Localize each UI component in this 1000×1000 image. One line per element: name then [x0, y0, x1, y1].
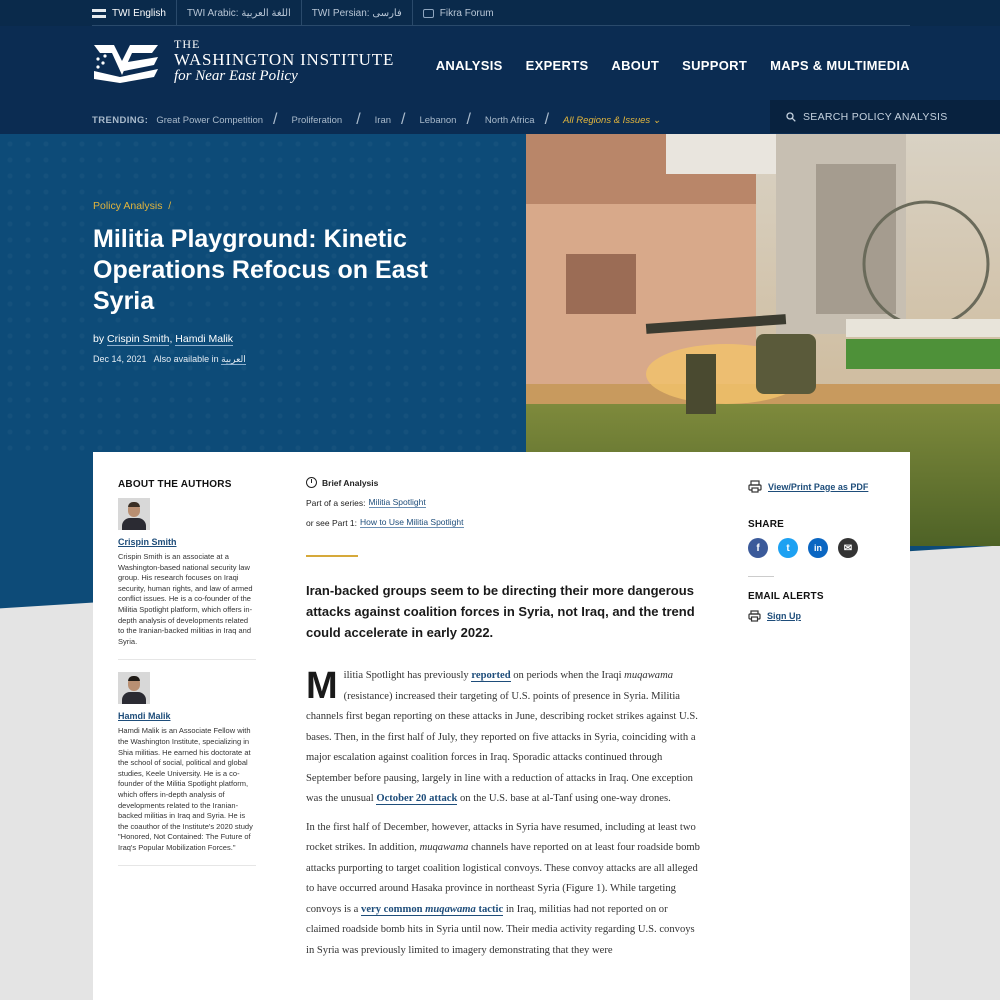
all-regions-dropdown[interactable]: [563, 115, 661, 126]
twitter-glyph: t: [786, 542, 790, 554]
logo-main: WASHINGTON INSTITUTE: [174, 50, 395, 69]
series-prefix: Part of a series:: [306, 497, 366, 508]
author-bio: Hamdi Malik is an Associate Fellow with the Washington Institute, specializing in Shia militias. He earned his doctorate at the school of social, political and global studies, Keele University. He is a co-founder of the Militia Spotlight platform, which offers in-depth analysis of developments related to the Iranian-backed militias in Iraq and Syria. He is the coauthor of the Institute's 2020 study "Honored, Not Contained: The Future of Iraq's Popular Mobilization Forces.": [118, 726, 253, 852]
author-card: [118, 672, 256, 866]
text: on periods when the Iraqi: [510, 670, 625, 681]
series-line: [306, 497, 464, 508]
print-pdf-link[interactable]: [748, 480, 888, 493]
twi-persian-link[interactable]: [302, 0, 413, 26]
trending-label: TRENDING:: [92, 114, 149, 126]
trending-great-power[interactable]: Great Power Competition: [156, 114, 264, 126]
arabic-version-link[interactable]: العربية: [221, 354, 246, 364]
text: in Iraq, militias had not reported on or claimed roadside bomb hits in Syria until now. Their media activity regarding U.S. convoys in Syria was previously limited to imagery demonstrating that they were: [306, 903, 695, 956]
search-label: SEARCH POLICY ANALYSIS: [803, 110, 948, 123]
email-icon[interactable]: [838, 538, 858, 558]
avatar[interactable]: [118, 498, 150, 530]
very-common-tactic-link[interactable]: [361, 904, 503, 916]
october-20-attack-link[interactable]: October 20 attack: [376, 793, 458, 804]
author-name-link[interactable]: Hamdi Malik: [118, 711, 171, 722]
fikra-forum-label: Fikra Forum: [439, 7, 494, 19]
print-icon: [748, 610, 761, 622]
breadcrumb: Policy Analysis /: [93, 200, 172, 212]
twi-english-link[interactable]: [92, 0, 177, 26]
all-regions-label: All Regions & Issues: [563, 114, 651, 126]
drop-cap: M: [306, 665, 338, 707]
linkedin-icon[interactable]: [808, 538, 828, 558]
facebook-glyph: f: [756, 542, 760, 554]
twi-arabic-label: TWI Arabic: اللغة العربية: [186, 7, 291, 19]
header-divider: [92, 25, 910, 26]
text: In the first half of December, however, attacks in Syria have resumed, including at least two rocket strikes. In addition,: [306, 821, 696, 853]
author-card: [118, 498, 256, 660]
logo-flag-icon: [92, 41, 160, 83]
divider: [306, 555, 358, 557]
trending-divider: /: [273, 111, 278, 128]
link-text: very common: [361, 903, 426, 915]
paragraph: [306, 818, 701, 962]
flag-icon: [92, 9, 106, 18]
trending-divider-big: /: [356, 111, 361, 128]
text: on the U.S. base at al-Tanf using one-way drones.: [457, 793, 671, 804]
trending-iran[interactable]: Iran: [374, 114, 392, 126]
linkedin-glyph: in: [814, 543, 822, 553]
article-sidebar: [748, 480, 888, 622]
byline-author-2[interactable]: Hamdi Malik: [175, 333, 234, 345]
text-emphasis: muqawama: [624, 670, 674, 681]
part1-link[interactable]: How to Use Militia Spotlight: [360, 517, 464, 527]
article-type: [306, 477, 464, 488]
share-buttons: [748, 538, 888, 558]
logo-sub: for Near East Policy: [174, 68, 298, 84]
print-icon: [748, 480, 762, 493]
search-icon: [786, 112, 796, 122]
trending-divider: /: [466, 111, 471, 128]
nav-maps-multimedia[interactable]: MAPS & MULTIMEDIA: [770, 58, 910, 73]
nav-about[interactable]: ABOUT: [611, 58, 660, 73]
clock-icon: [306, 477, 317, 488]
also-available-label: Also available in: [153, 354, 219, 364]
article-lede: Iran-backed groups seem to be directing their more dangerous attacks against coalition forces in Syria, not Iraq, and the trend could accelerate in early 2022.: [306, 583, 695, 640]
link-text: tactic: [475, 903, 504, 915]
trending-lebanon[interactable]: Lebanon: [419, 114, 457, 126]
part1-prefix: or see Part 1:: [306, 517, 358, 528]
search-policy-button[interactable]: [770, 100, 1000, 133]
trending-bar: [92, 111, 661, 129]
part1-line: [306, 517, 464, 528]
byline-comma: ,: [169, 333, 173, 345]
print-pdf-label: View/Print Page as PDF: [768, 481, 869, 492]
logo-wordmark: [174, 38, 394, 84]
avatar[interactable]: [118, 672, 150, 704]
share-heading: SHARE: [748, 519, 785, 530]
email-alerts-heading: EMAIL ALERTS: [748, 591, 824, 602]
text: channels have reported on at least four roadside bomb attacks purporting to target coalition logistical convoys. These convoy attacks are all alleged to have occurred around Hasaka province in northeast Syria (Figure 1). While targeting convoys is a: [306, 842, 700, 915]
author-bio: Crispin Smith is an associate at a Washington-based national security law group. His research focuses on Iraqi security, human rights, and law of armed conflict issues. He is a co-founder of the Militia Spotlight platform, which offers in-depth analysis of developments related to the Iranian-backed militias in Iraq and Syria.: [118, 552, 253, 646]
chevron-down-icon: ⌄: [652, 114, 661, 126]
about-authors: [118, 479, 256, 878]
trending-divider: /: [401, 111, 406, 128]
twi-persian-label: TWI Persian: فارسی: [311, 7, 402, 19]
page-title: Militia Playground: Kinetic Operations Refocus on East Syria: [93, 225, 428, 315]
breadcrumb-policy-analysis[interactable]: Policy Analysis: [93, 200, 163, 212]
nav-analysis[interactable]: ANALYSIS: [435, 58, 503, 73]
series-link[interactable]: Militia Spotlight: [368, 497, 426, 507]
about-authors-heading: ABOUT THE AUTHORS: [118, 479, 232, 490]
author-name-link[interactable]: Crispin Smith: [118, 537, 177, 547]
byline: [93, 333, 233, 345]
byline-prefix: by: [93, 333, 105, 345]
article-type-label: Brief Analysis: [322, 477, 379, 488]
top-language-bar: [0, 0, 1000, 26]
article-body: [306, 666, 701, 969]
nav-support[interactable]: SUPPORT: [682, 58, 748, 73]
paragraph: [306, 666, 701, 810]
trending-proliferation[interactable]: Proliferation: [291, 114, 343, 126]
divider: [748, 576, 774, 577]
reported-link[interactable]: reported: [471, 670, 511, 681]
text: (resistance) increased their targeting of U.S. points of presence in Syria. Militia channels first began reporting on these attacks in June, describing rocket strikes against U.S. bases. Then, in the first half of July, they reported on five attacks in Syria, coinciding with a major escalation against coalition forces in Iraq. Sporadic attacks continued through September before pausing, largely in line with a reduction of attacks in Iraq. One exception was the unusual: [306, 690, 698, 804]
facebook-icon[interactable]: [748, 538, 768, 558]
trending-divider: /: [544, 111, 550, 128]
signup-link[interactable]: [748, 610, 888, 622]
byline-author-1[interactable]: Crispin Smith: [107, 333, 170, 345]
text-emphasis: muqawama: [419, 842, 469, 853]
signup-label: Sign Up: [767, 611, 801, 621]
text: ilitia Spotlight has previously: [343, 670, 472, 681]
email-glyph: ✉: [843, 542, 853, 554]
main-nav: [436, 58, 910, 73]
dateline: [93, 354, 246, 365]
fikra-forum-link[interactable]: [413, 0, 504, 26]
publish-date: Dec 14, 2021: [93, 354, 147, 364]
trending-north-africa[interactable]: North Africa: [484, 114, 535, 126]
forum-icon: [423, 9, 434, 18]
twi-arabic-link[interactable]: [177, 0, 302, 26]
twitter-icon[interactable]: [778, 538, 798, 558]
logo-the: THE: [174, 37, 201, 51]
nav-experts[interactable]: EXPERTS: [525, 58, 589, 73]
link-text-emphasis: muqawama: [425, 903, 476, 915]
twi-english-label: TWI English: [112, 7, 166, 19]
article-meta: [306, 477, 464, 537]
